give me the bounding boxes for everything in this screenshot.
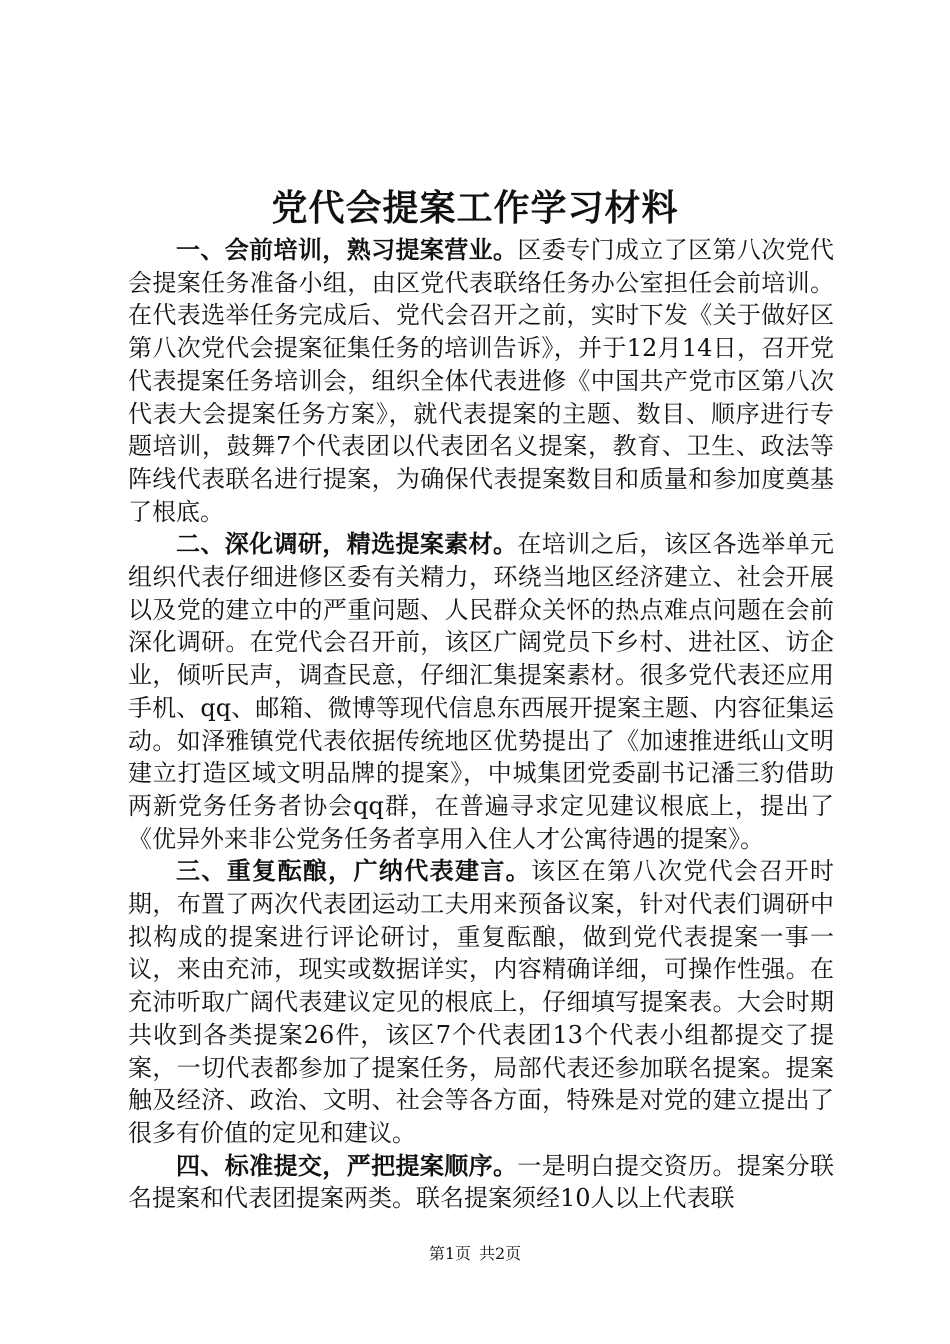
paragraph-3 bbox=[128, 855, 834, 1149]
paragraph-text: 该区在第八次党代会召开时期，布置了两次代表团运动工夫用来预备议案，针对代表们调研中拟构成的提案进行评论研讨，重复酝酿，做到党代表提案一事一议，来由充沛，现实或数据详实，内容精确详细，可操作性强。在充沛听取广阔代表建议定见的根底上，仔细填写提案表。大会时期共收到各类提案26件，该区7个代表团13个代表小组都提交了提案，一切代表都参加了提案任务，局部代表还参加联名提案。提案触及经济、政治、文明、社会等各方面，特殊是对党的建立提出了很多有价值的定见和建议。 bbox=[128, 857, 835, 1147]
document-body bbox=[128, 234, 834, 1215]
paragraph-text: 一是明白提交资历。提案分联名提案和代表团提案两类。联名提案须经10人以上代表联 bbox=[128, 1151, 835, 1213]
page-footer bbox=[0, 1244, 950, 1264]
paragraph-heading: 四、标准提交，严把提案顺序。 bbox=[176, 1150, 518, 1180]
page-number: 第1页 bbox=[428, 1244, 471, 1263]
paragraph-heading: 三、重复酝酿，广纳代表建言。 bbox=[176, 856, 532, 886]
page-total: 共2页 bbox=[479, 1244, 522, 1263]
paragraph-heading: 一、会前培训，熟习提案营业。 bbox=[176, 235, 518, 264]
document-title: 党代会提案工作学习材料 bbox=[271, 187, 679, 229]
paragraph-1 bbox=[128, 234, 834, 528]
paragraph-text: 区委专门成立了区第八次党代会提案任务准备小组，由区党代表联络任务办公室担任会前培训。在代表选举任务完成后、党代会召开之前，实时下发《关于做好区第八次党代会提案征集任务的培训告诉》，并于12月14日，召开党代表提案任务培训会，组织全体代表进修《中国共产党市区第八次代表大会提案任务方案》，就代表提案的主题、数目、顺序进行专题培训，鼓舞7个代表团以代表团名义提案，教育、卫生、政法等阵线代表联名进行提案，为确保代表提案数目和质量和参加度奠基了根底。 bbox=[128, 236, 835, 526]
paragraph-text: 在培训之后，该区各选举单元组织代表仔细进修区委有关精力，环绕当地区经济建立、社会开展以及党的建立中的严重问题、人民群众关怀的热点难点问题在会前深化调研。在党代会召开前，该区广阔党员下乡村、进社区、访企业，倾听民声，调查民意，仔细汇集提案素材。很多党代表还应用手机、qq、邮箱、微博等现代信息东西展开提案主题、内容征集运动。如泽雅镇党代表依据传统地区优势提出了《加速推进纸山文明建立打造区域文明品牌的提案》，中城集团党委副书记潘三豹借助两新党务任务者协会qq群，在普遍寻求定见建议根底上，提出了《优异外来非公党务任务者享用入住人才公寓待遇的提案》。 bbox=[128, 530, 835, 853]
paragraph-2 bbox=[128, 528, 834, 855]
paragraph-4 bbox=[128, 1150, 834, 1215]
paragraph-heading: 二、深化调研，精选提案素材。 bbox=[176, 529, 518, 559]
